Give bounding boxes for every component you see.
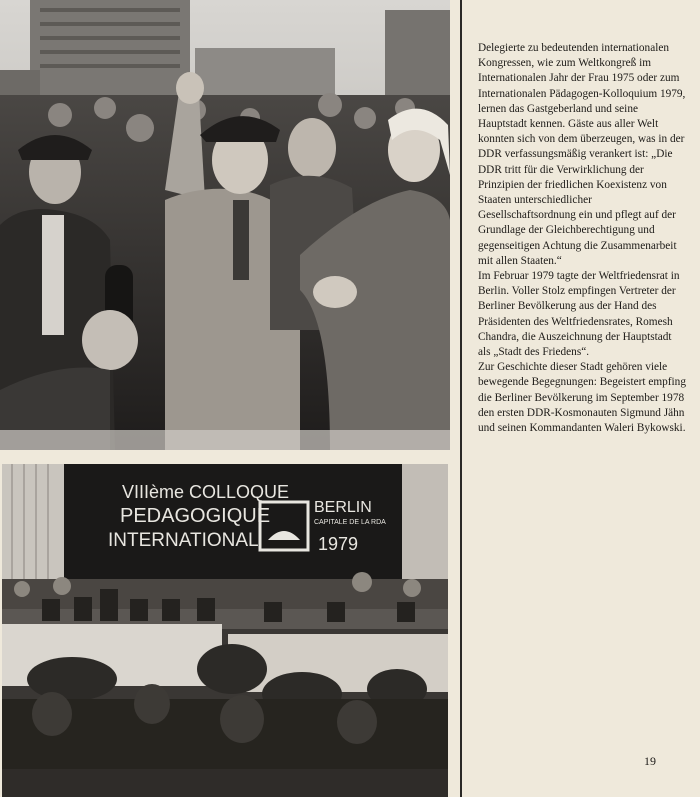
banner-line-1: VIIIème COLLOQUE <box>122 482 290 502</box>
body-text-column <box>478 41 686 436</box>
banner-year: 1979 <box>318 534 359 554</box>
column-divider <box>460 0 462 797</box>
colloquium-hall-photo <box>2 464 448 797</box>
banner-line-3: INTERNATIONAL <box>108 530 259 551</box>
cosmonauts-crowd-image <box>0 0 450 450</box>
banner-subtitle: CAPITALE DE LA RDA <box>314 519 386 526</box>
page-number: 19 <box>644 754 656 768</box>
cosmonauts-crowd-photo <box>0 0 450 450</box>
paragraph-cosmonauts: Zur Geschichte dieser Stadt gehören viele bewegende Begegnungen: Begeistert empfing die Berliner Bevölkerung im September 1978 den ersten DDR-Kosmonauten Sigmund Jähn und seinen Kommandanten Waleri Bykowski. <box>478 361 686 435</box>
banner-city: BERLIN <box>314 499 372 516</box>
colloquium-hall-image <box>2 464 448 797</box>
banner-line-2: PEDAGOGIQUE <box>120 505 271 527</box>
paragraph-world-peace-council: Im Februar 1979 tagte der Weltfriedensrat in Berlin. Voller Stolz empfingen Vertreter der Berliner Bevölkerung aus der Hand des Präsidenten des Weltfriedensrates, Romesh Chandra, die Auszeichnung der Hauptstadt als „Stadt des Friedens“. <box>478 270 680 359</box>
paragraph-congresses: Delegierte zu bedeutenden internationalen Kongressen, wie zum Weltkongreß im Internationalen Jahr der Frau 1975 oder zum Internationalen Pädagogen-Kolloquium 1979, lernen das Gastgeberland und seine Hauptstadt kennen. Gäste aus aller Welt konnten sich von dem überzeugen, was in der DDR verfassungsmäßig verankert ist: „Die DDR tritt für die Verwirklichung der Prinzipien der friedlichen Koexistenz von Staaten unterschiedlicher Gesellschaftsordnung ein und pflegt auf der Grundlage der Gleichberechtigung und gegenseitigen Achtung die Zusammenarbeit mit allen Staaten.“ <box>478 42 686 267</box>
